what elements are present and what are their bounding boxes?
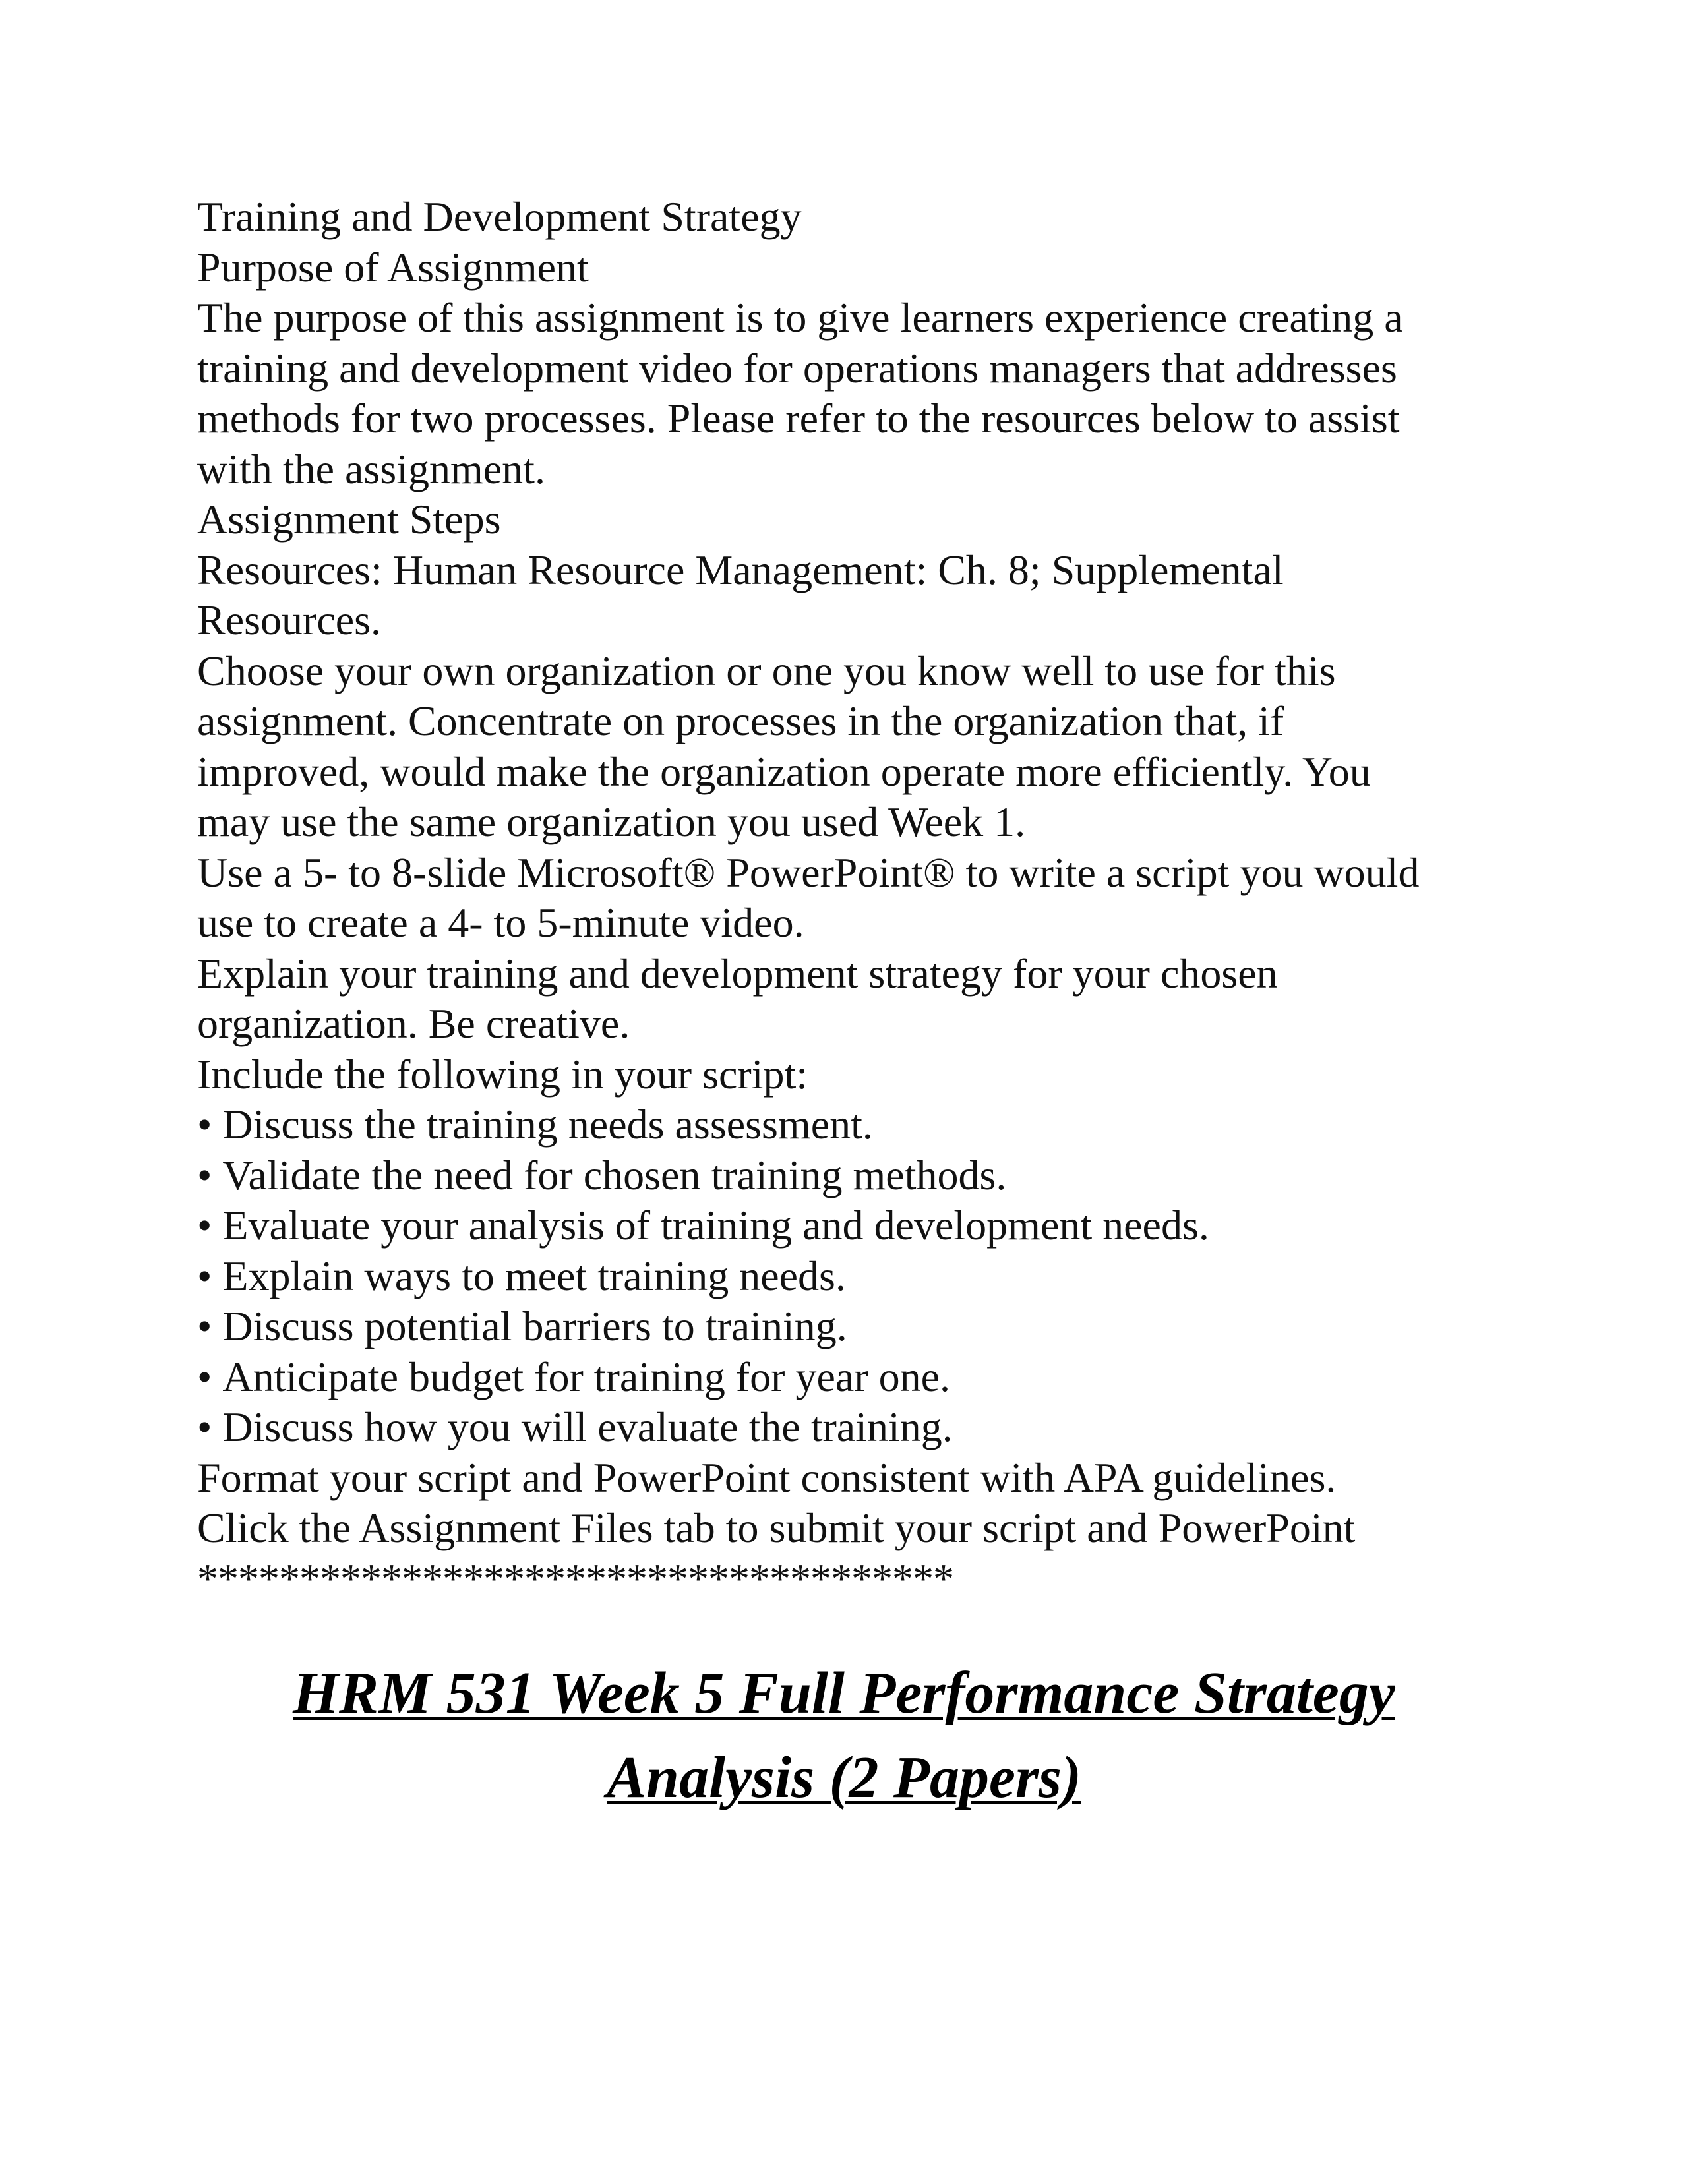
use-line: use to create a 4- to 5-minute video. [197,899,804,946]
choose-line: assignment. Concentrate on processes in the organization that, if [197,697,1284,744]
list-item: • Evaluate your analysis of training and development needs. [197,1200,1516,1251]
resources-paragraph [197,545,1516,646]
submit-instruction: Click the Assignment Files tab to submit your script and PowerPoint [197,1504,1356,1551]
purpose-line: with the assignment. [197,445,545,492]
choose-line: Choose your own organization or one you know well to use for this [197,647,1336,694]
explain-paragraph [197,949,1516,1049]
choose-line: improved, would make the organization operate more efficiently. You [197,748,1371,795]
explain-line: organization. Be creative. [197,1000,630,1047]
next-product-heading[interactable] [0,1651,1688,1820]
list-item: • Discuss potential barriers to training. [197,1301,1516,1352]
include-intro: Include the following in your script: [197,1050,808,1098]
purpose-heading: Purpose of Assignment [197,243,589,291]
use-line: Use a 5- to 8-slide Microsoft® PowerPoint® to write a script you would [197,848,1420,896]
list-item: • Validate the need for chosen training methods. [197,1150,1516,1201]
purpose-line: training and development video for operations managers that addresses [197,344,1397,392]
choose-line: may use the same organization you used Week 1. [197,798,1026,845]
list-item: • Discuss the training needs assessment. [197,1100,1516,1150]
purpose-line: methods for two processes. Please refer to the resources below to assist [197,395,1400,442]
resources-line: Resources: Human Resource Management: Ch. 8; Supplemental [197,546,1284,593]
assignment-body [197,192,1516,1604]
requirements-list [197,1100,1516,1453]
list-item: • Anticipate budget for training for year one. [197,1352,1516,1403]
choose-paragraph [197,646,1516,848]
purpose-paragraph [197,293,1516,494]
list-item: • Explain ways to meet training needs. [197,1251,1516,1302]
explain-line: Explain your training and development strategy for your chosen [197,949,1278,997]
asterisk-separator: ************************************* [197,1554,953,1602]
list-item: • Discuss how you will evaluate the training. [197,1402,1516,1453]
document-title: Training and Development Strategy [197,193,802,240]
steps-heading: Assignment Steps [197,496,501,543]
use-paragraph [197,848,1516,949]
purpose-line: The purpose of this assignment is to give learners experience creating a [197,294,1403,341]
resources-line: Resources. [197,597,382,643]
heading-line-1[interactable]: HRM 531 Week 5 Full Performance Strategy [293,1661,1395,1726]
format-instruction: Format your script and PowerPoint consistent with APA guidelines. [197,1454,1337,1501]
heading-line-2[interactable]: Analysis (2 Papers) [607,1745,1081,1810]
